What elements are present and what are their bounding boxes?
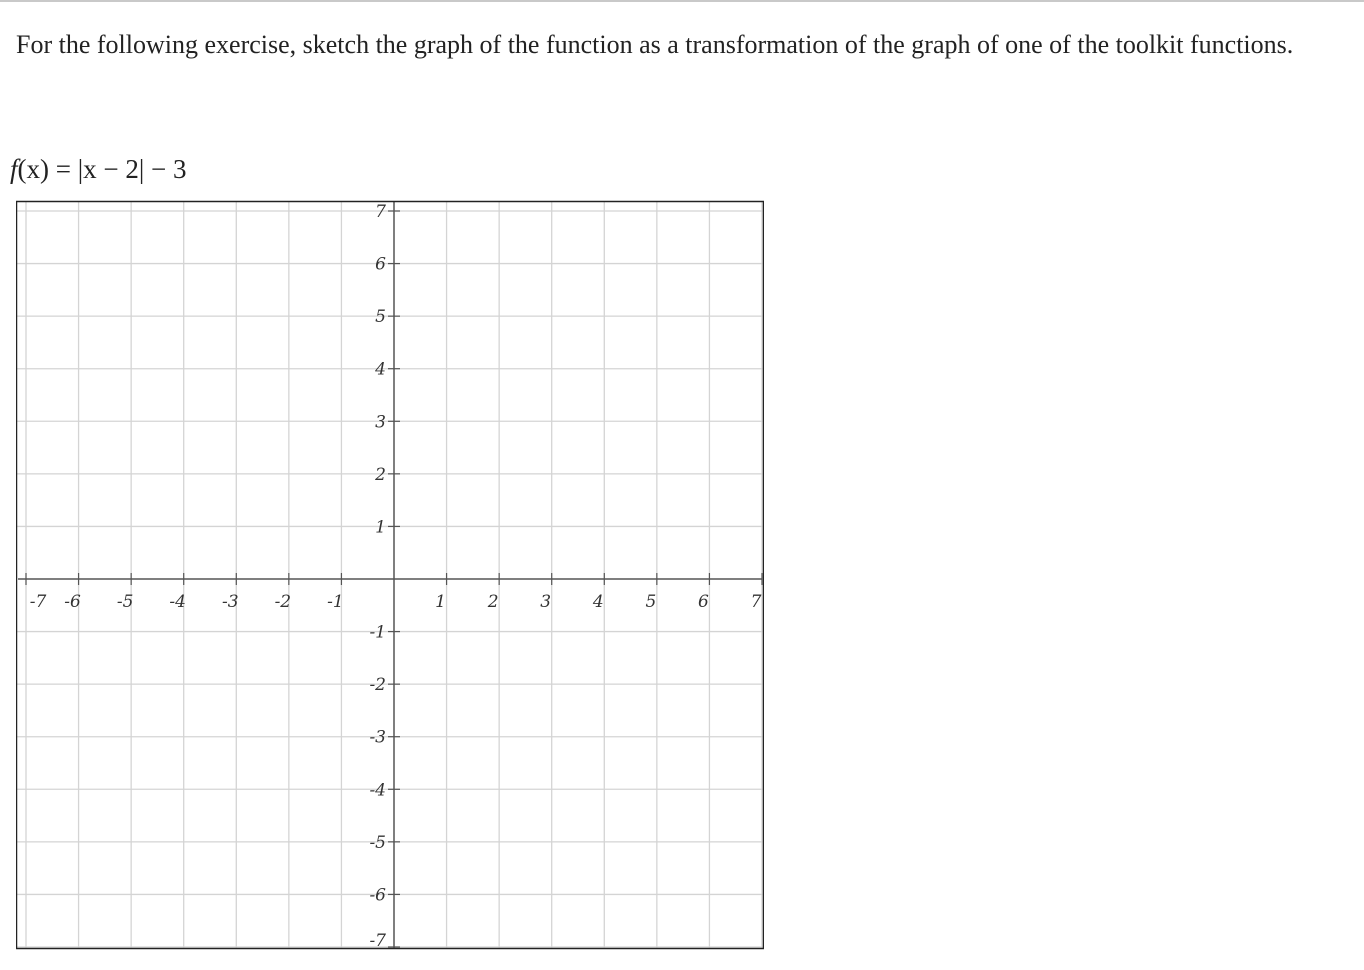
- y-tick-label: -2: [369, 675, 386, 696]
- y-tick-label: -5: [369, 832, 386, 853]
- y-tick-label: 6: [375, 254, 386, 275]
- y-tick-label: 5: [375, 307, 386, 328]
- x-tick-label: -3: [222, 592, 239, 612]
- x-tick-label: -5: [116, 592, 134, 612]
- function-formula: [10, 154, 187, 185]
- x-tick-label: -2: [274, 592, 292, 612]
- y-tick-label: 3: [375, 412, 386, 433]
- y-tick-label: 2: [375, 464, 386, 485]
- x-tick-label: -7: [29, 592, 47, 612]
- function-argument: (x): [17, 154, 49, 184]
- y-tick-label: -6: [369, 885, 386, 906]
- x-tick-label: 5: [645, 592, 657, 612]
- y-tick-label: 1: [375, 517, 386, 538]
- function-expression: |x − 2| − 3: [77, 154, 187, 184]
- x-tick-label: 4: [592, 592, 604, 612]
- function-name: f: [10, 154, 18, 184]
- x-tick-label: 2: [487, 592, 499, 612]
- y-tick-label: -3: [369, 727, 386, 748]
- x-tick-label: 6: [698, 592, 709, 612]
- x-tick-label: -6: [64, 592, 81, 612]
- y-tick-label: -4: [369, 780, 386, 801]
- x-tick-label: 3: [540, 592, 552, 612]
- graph-area[interactable]: [16, 200, 764, 950]
- exercise-instruction: For the following exercise, sketch the graph of the function as a transformation of the graph of one of the toolkit functions.: [16, 30, 1294, 59]
- x-tick-label: 1: [435, 592, 446, 612]
- x-tick-label: 7: [750, 592, 762, 612]
- y-tick-label: -1: [369, 622, 386, 643]
- coordinate-grid[interactable]: [16, 200, 764, 950]
- x-tick-label: -4: [169, 592, 186, 612]
- y-tick-label: 4: [375, 359, 386, 380]
- y-tick-label: 7: [375, 202, 386, 222]
- equals-sign: =: [55, 154, 71, 184]
- top-divider: [0, 0, 1364, 2]
- graph-border: [17, 202, 764, 949]
- y-tick-label: -7: [369, 931, 386, 950]
- x-tick-label: -1: [327, 592, 344, 612]
